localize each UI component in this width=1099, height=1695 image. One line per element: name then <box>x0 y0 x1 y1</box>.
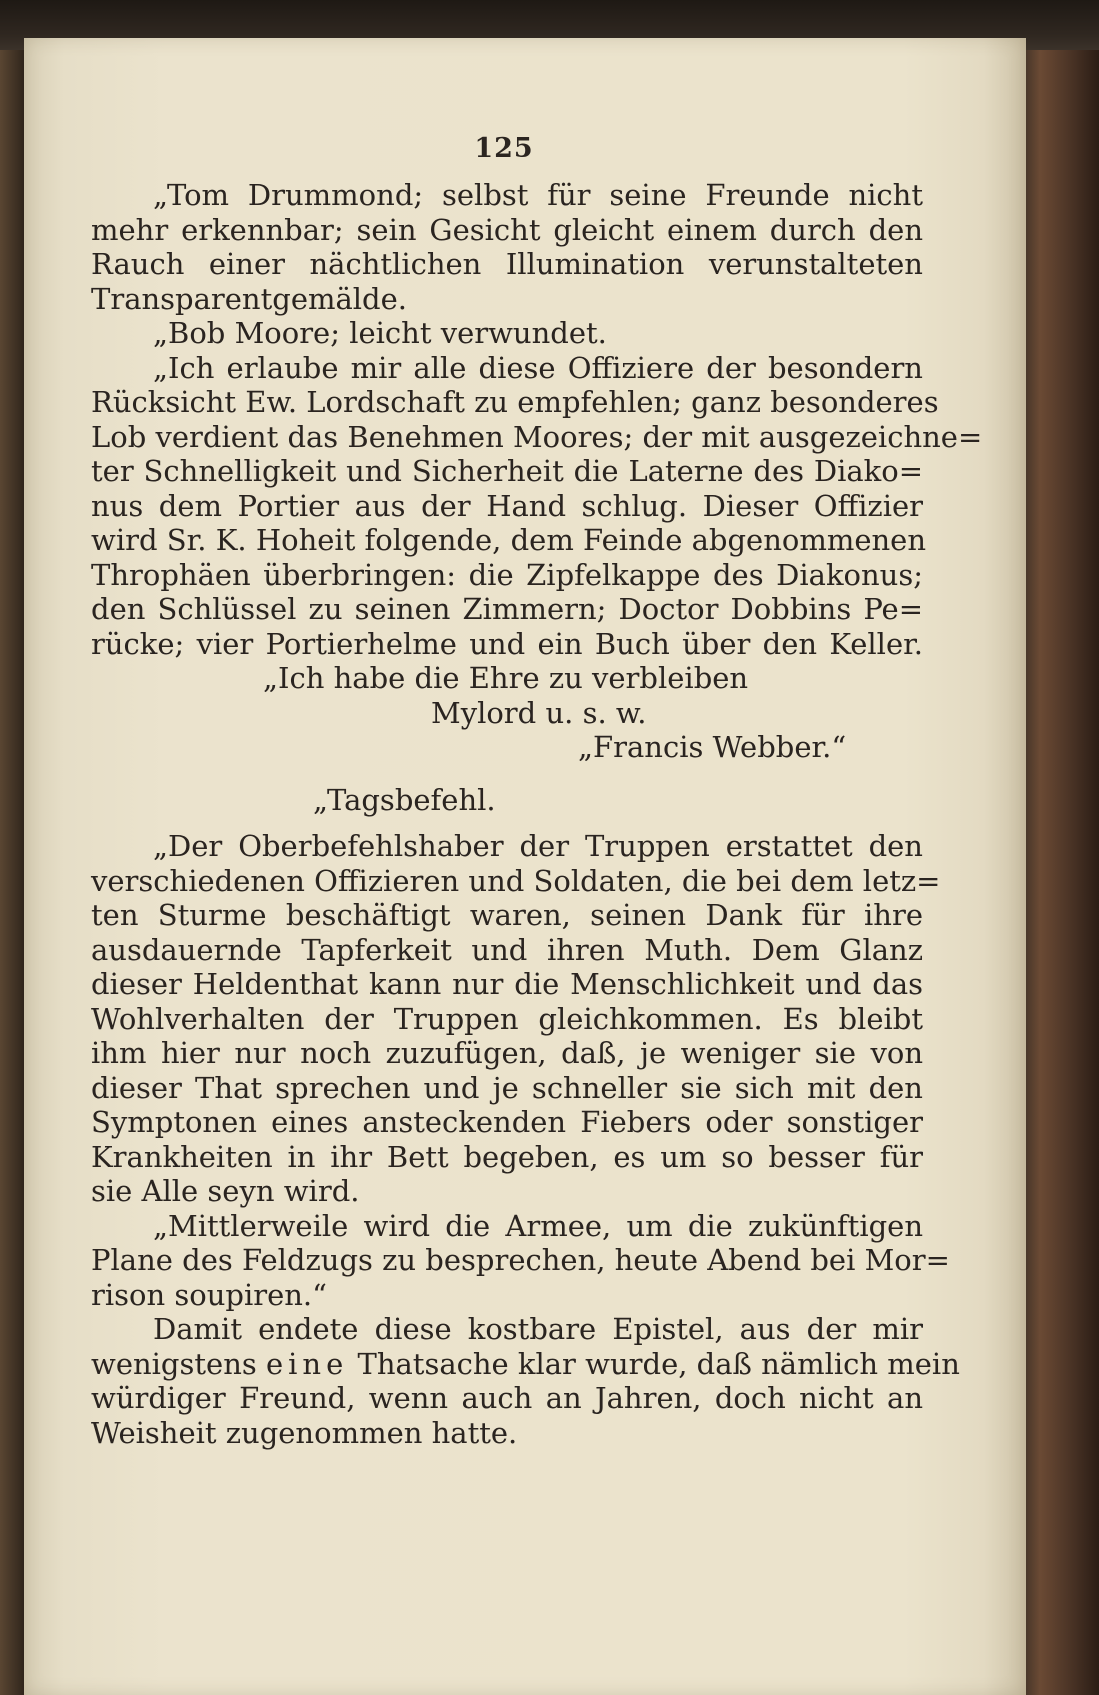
signature-line: „Francis Webber.“ <box>578 730 847 764</box>
text-line: rücke; vier Portierhelme und ein Buch über den Keller. <box>91 626 923 661</box>
text-line: verschiedenen Offizieren und Soldaten, die bei dem letz= <box>91 863 941 898</box>
salutation-line: Mylord u. s. w. <box>431 695 647 730</box>
page-number: 125 <box>474 133 534 164</box>
text-line: „Ich erlaube mir alle diese Offiziere der besondern <box>153 350 923 385</box>
text-line: mehr erkennbar; sein Gesicht gleicht einem durch den <box>91 212 923 247</box>
text-line: Plane des Feldzugs zu besprechen, heute Abend bei Mor= <box>91 1243 950 1277</box>
text-line: „Tom Drummond; selbst für seine Freunde nicht <box>153 178 923 212</box>
text-line: Wohlverhalten der Truppen gleichkommen. Es bleibt <box>91 1001 923 1036</box>
text-line: Krankheiten in ihr Bett begeben, es um so besser für <box>91 1139 923 1174</box>
text-line: Weisheit zugenommen hatte. <box>91 1415 518 1450</box>
text-line: Throphäen überbringen: die Zipfelkappe des Diakonus; <box>91 557 923 592</box>
text-line: nus dem Portier aus der Hand schlug. Dieser Offizier <box>91 488 923 523</box>
section-heading: „Tagsbefehl. <box>313 782 496 817</box>
text-line: dieser That sprechen und je schneller sie sich mit den <box>91 1070 923 1105</box>
text-line: den Schlüssel zu seinen Zimmern; Doctor Dobbins Pe= <box>91 592 923 626</box>
body-text <box>91 178 983 1450</box>
text-line: rison soupiren.“ <box>91 1277 327 1312</box>
text-line: „Mittlerweile wird die Armee, um die zukünftigen <box>153 1208 923 1243</box>
text-line: wird Sr. K. Hoheit folgende, dem Feinde abgenommenen <box>91 523 927 557</box>
text-line: ausdauernde Tapferkeit und ihren Muth. Dem Glanz <box>91 932 923 967</box>
text-line <box>91 1346 960 1382</box>
emphasized-word: eine <box>265 1346 349 1381</box>
text-line: ter Schnelligkeit und Sicherheit die Laterne des Diako= <box>91 454 923 488</box>
text-line: ihm hier nur noch zuzufügen, daß, je weniger sie von <box>91 1036 923 1070</box>
book-page <box>24 38 1026 1695</box>
text-line: Damit endete diese kostbare Epistel, aus der mir <box>153 1312 923 1346</box>
text-fragment: Thatsache klar wurde, daß nämlich mein <box>357 1346 960 1381</box>
text-line: würdiger Freund, wenn auch an Jahren, doch nicht an <box>91 1381 923 1415</box>
text-line: Transparentgemälde. <box>91 281 407 316</box>
text-line: ten Sturme beschäftigt waren, seinen Dank für ihre <box>91 898 923 932</box>
closing-line: „Ich habe die Ehre zu verbleiben <box>263 661 749 695</box>
text-line: Rücksicht Ew. Lordschaft zu empfehlen; ganz besonderes <box>91 385 939 419</box>
text-line: „Bob Moore; leicht verwundet. <box>153 316 607 350</box>
text-fragment: wenigstens <box>91 1346 257 1381</box>
text-line: dieser Heldenthat kann nur die Menschlichkeit und das <box>91 967 923 1001</box>
text-line: sie Alle seyn wird. <box>91 1174 360 1208</box>
text-line: Rauch einer nächtlichen Illumination verunstalteten <box>91 247 923 281</box>
text-line: Symptonen eines ansteckenden Fiebers oder sonstiger <box>91 1105 923 1139</box>
text-line: Lob verdient das Benehmen Moores; der mit ausgezeichne= <box>91 419 983 454</box>
text-line: „Der Oberbefehlshaber der Truppen erstattet den <box>153 829 923 863</box>
